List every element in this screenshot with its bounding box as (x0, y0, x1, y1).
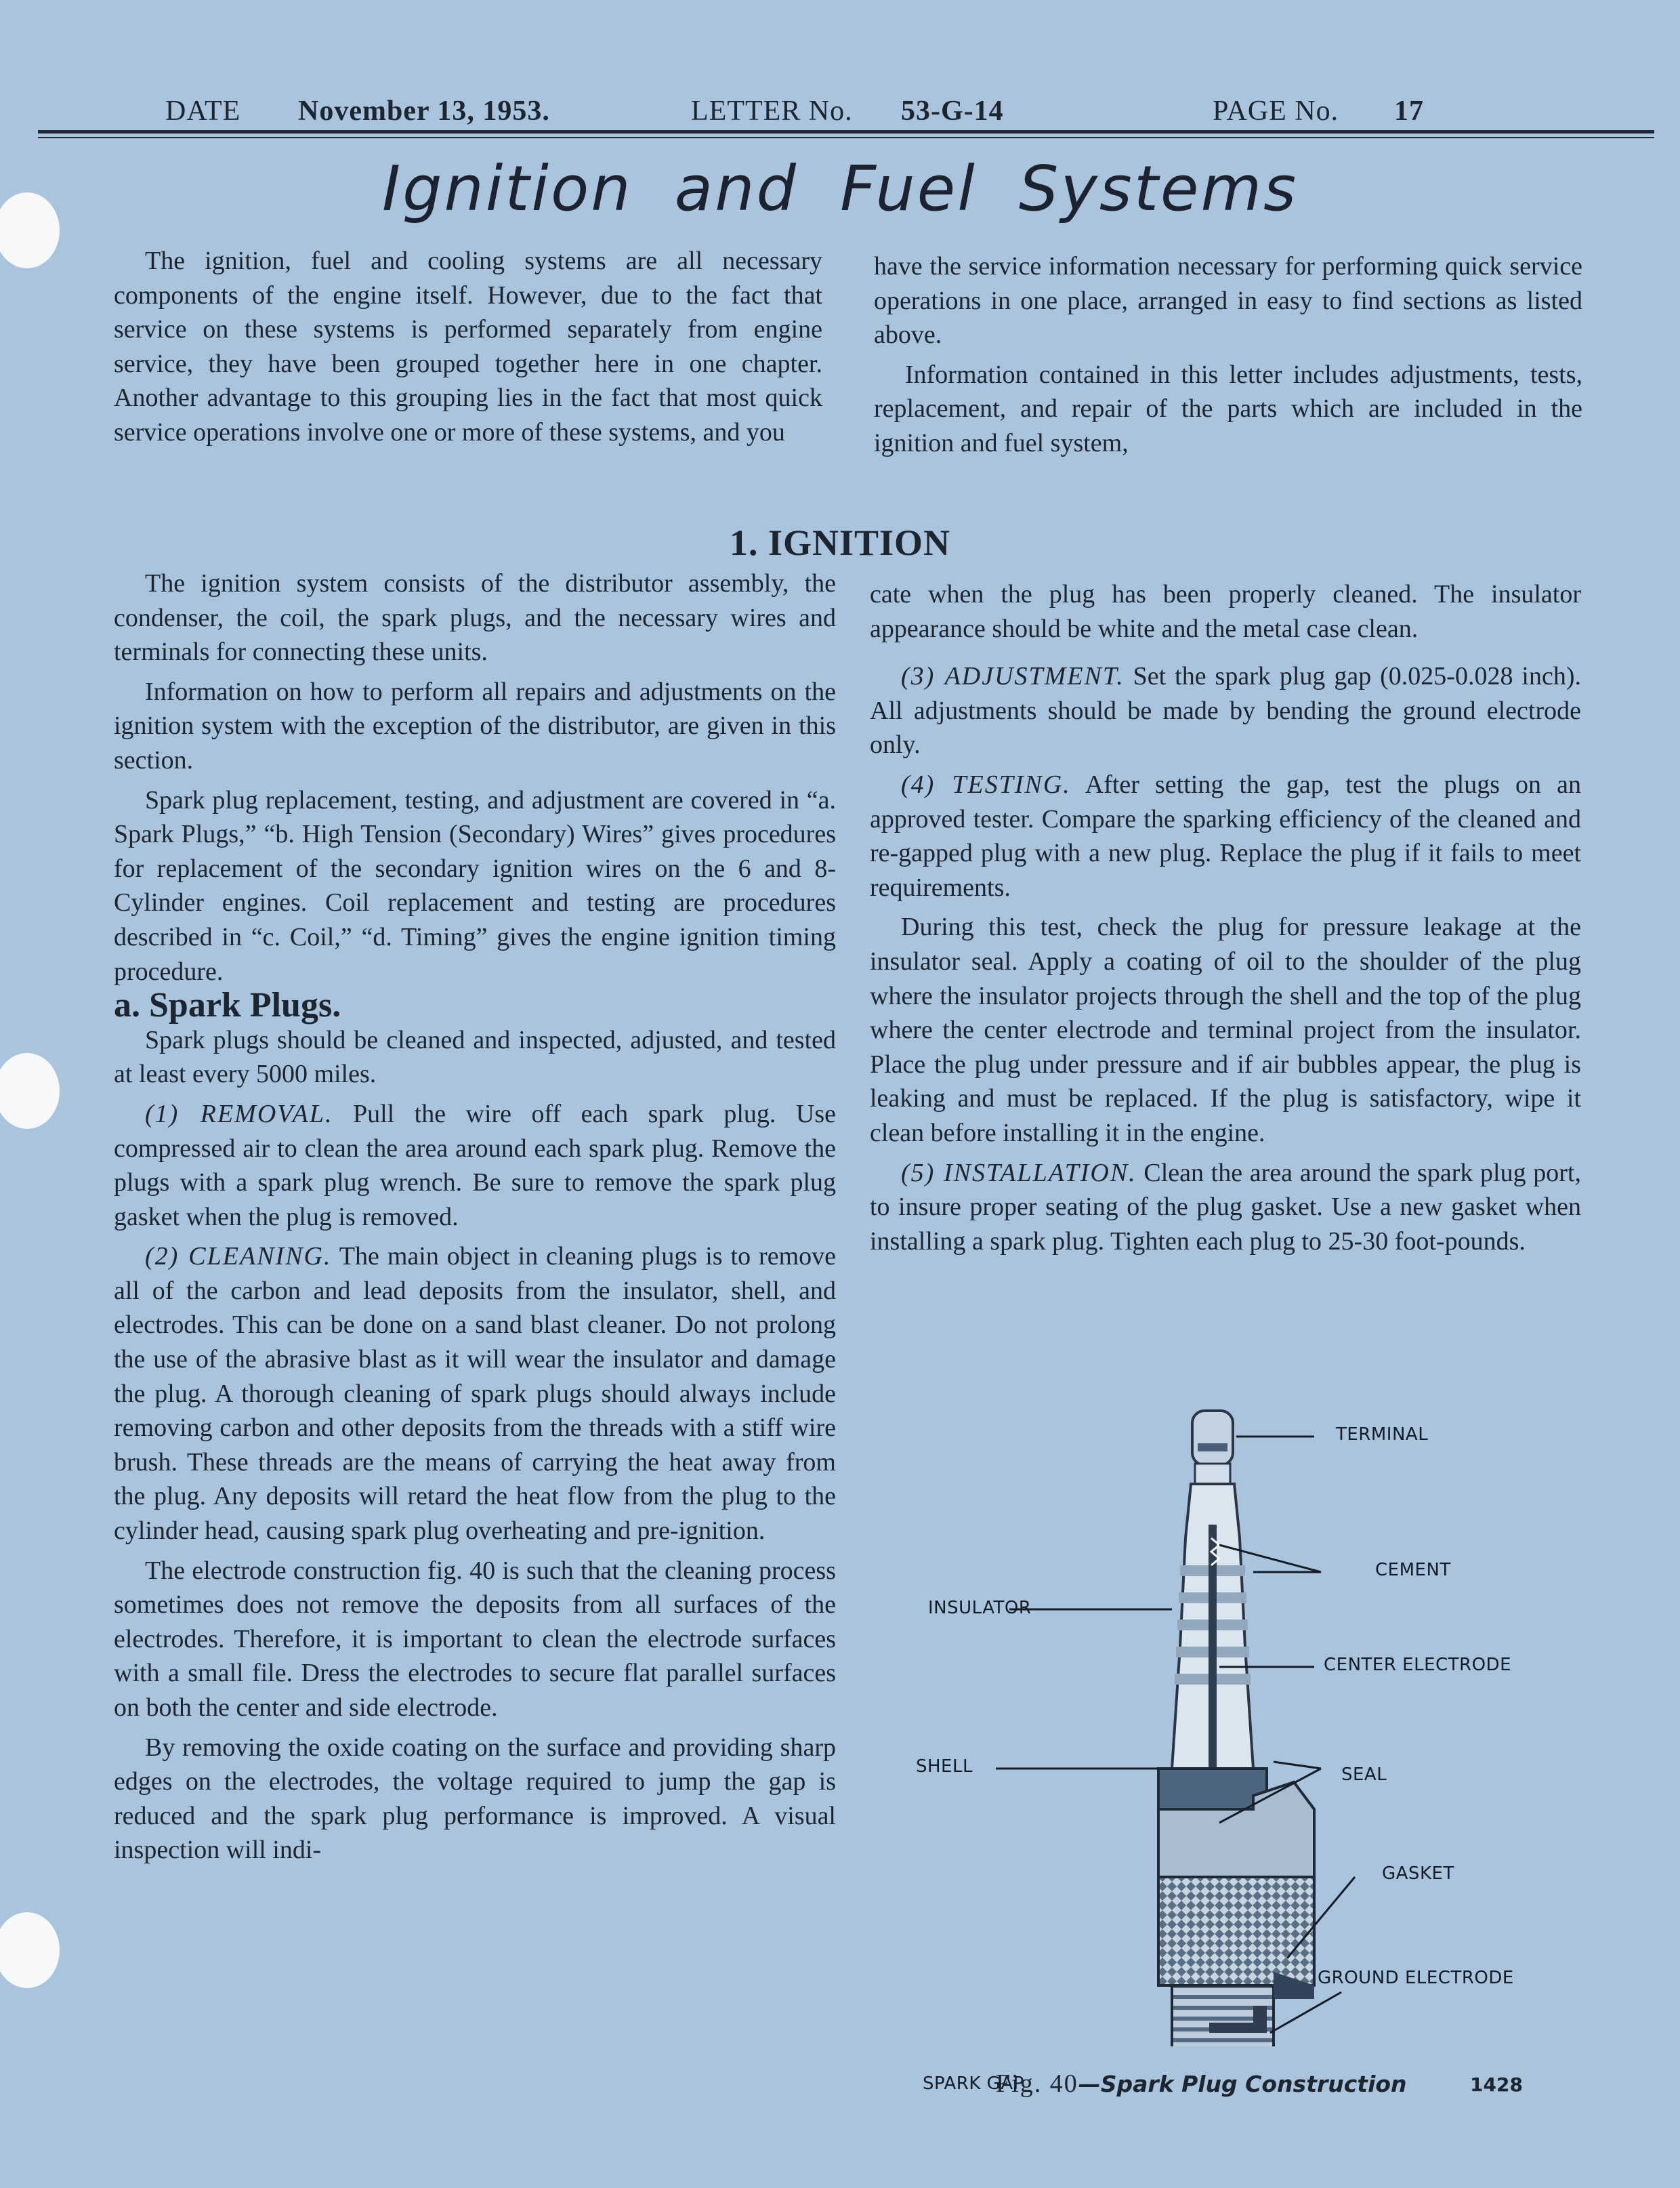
body-paragraph: Information on how to perform all repairs and adjustments on the ignition system with the exception of the distributor, are given in this section. (114, 677, 836, 775)
intro-right-column (874, 249, 1582, 461)
label-spark-gap: SPARK GAP (923, 2073, 1024, 2094)
cleaning-text: The main object in cleaning plugs is to remove all of the carbon and lead deposits from the insulator, shell, and electrodes. This can be done on a sand blast cleaner. Do not prolong the use of the abrasive blast as it will wear the insulator and damage the plug. A thorough cleaning of spark plugs should always include removing carbon and other deposits from the threads with a stiff wire brush. These threads are the means of carrying the heat away from the plug. Any deposits will retard the heat flow from the plug to the cylinder head, causing spark plug overheating and pre-ignition. (114, 1242, 837, 1546)
right-column (870, 577, 1581, 1258)
installation-heading: (5) INSTALLATION. (901, 1158, 1137, 1187)
caption-figure-label: Fig. 40 (996, 2069, 1078, 2098)
cleaning-paragraph (114, 1239, 836, 1548)
body-paragraph: The ignition system consists of the distributor assembly, the condenser, the coil, the spark plugs, and the necessary wires and terminals for connecting these units. (114, 569, 836, 667)
adjustment-text: Set the spark plug gap (0.025-0.028 inch). All adjustments should be made by bending the ground electrode only. (870, 662, 1581, 760)
installation-paragraph (870, 1156, 1581, 1259)
intro-paragraph-continued: have the service information necessary for performing quick service operations in one place, arranged in easy to find sections as listed above. (874, 252, 1582, 350)
removal-paragraph (114, 1097, 836, 1234)
label-terminal: TERMINAL (1336, 1424, 1429, 1445)
body-paragraph: During this test, check the plug for pressure leakage at the insulator seal. Apply a coating of oil to the shoulder of the plug where the insulator projects through the shell and the top of the plug where the center electrode and terminal project from the insulator. Place the plug under pressure and if air bubbles appear, the plug is leaking and must be replaced. If the plug is satisfactory, wipe it clean before installing it in the engine. (870, 913, 1581, 1147)
removal-heading: (1) REMOVAL. (145, 1099, 333, 1128)
intro-left-column (114, 244, 822, 450)
removal-text: Pull the wire off each spark plug. Use compressed air to clean the area around each spark plug. Remove the plugs with a spark plug wrench. Be sure to remove the spark plug gasket when the plug is removed. (114, 1099, 836, 1231)
figure-number: 1428 (1470, 2073, 1523, 2096)
adjustment-paragraph (870, 659, 1581, 762)
subsection-heading: a. Spark Plugs. (114, 986, 341, 1025)
label-shell: SHELL (916, 1756, 973, 1777)
label-insulator: INSULATOR (928, 1598, 1032, 1618)
caption-title: —Spark Plug Construction (1078, 2071, 1407, 2097)
body-paragraph-continued: cate when the plug has been properly cleaned. The insulator appearance should be white and the metal case clean. (870, 580, 1581, 643)
body-paragraph: The electrode construction fig. 40 is such that the cleaning process sometimes does not remove the deposits from all surfaces of the electrodes. Therefore, it is important to clean the electrode surfaces with a small file. Dress the electrodes to secure flat parallel surfaces on both the center and side electrode. (114, 1556, 836, 1722)
punch-hole (0, 1912, 60, 1988)
label-center-electrode: CENTER ELECTRODE (1324, 1655, 1512, 1675)
testing-heading: (4) TESTING. (901, 770, 1071, 799)
testing-text: After setting the gap, test the plugs on an approved tester. Compare the sparking efficiency of the cleaned and re-gapped plug with a new plug. Replace the plug if it fails to meet requirements. (870, 770, 1581, 902)
page-title: Ignition and Fuel Systems (381, 152, 1299, 225)
letter-header (41, 88, 1646, 129)
label-ground-electrode: GROUND ELECTRODE (1318, 1968, 1514, 1988)
label-cement: CEMENT (1375, 1560, 1451, 1580)
intro-paragraph: The ignition, fuel and cooling systems are all necessary components of the engine itself. However, due to the fact that service on these systems is performed separately from engine service, they have been grouped together here in one chapter. Another advantage to this grouping lies in the fact that most quick service operations involve one or more of these systems, and you (114, 247, 822, 447)
punch-hole (0, 1053, 60, 1129)
body-paragraph: Spark plugs should be cleaned and inspected, adjusted, and tested at least every 5000 miles. (114, 1025, 836, 1089)
page-number: 17 (1394, 96, 1424, 127)
letter-label: LETTER No. (691, 96, 853, 127)
date-label: DATE (165, 96, 241, 127)
cleaning-heading: (2) CLEANING. (145, 1242, 332, 1271)
intro-paragraph: Information contained in this letter includes adjustments, tests, replacement, and repair of the parts which are included in the ignition and fuel system, (874, 360, 1582, 457)
adjustment-heading: (3) ADJUSTMENT. (901, 662, 1125, 691)
figure-caption (996, 2068, 1407, 2099)
body-paragraph: By removing the oxide coating on the surface and providing sharp edges on the electrodes, the voltage required to jump the gap is reduced and the spark plug performance is improved. A visual inspection will indi- (114, 1733, 836, 1865)
date-value: November 13, 1953. (298, 96, 550, 127)
left-column (114, 566, 836, 1867)
label-gasket: GASKET (1382, 1863, 1454, 1884)
body-paragraph: Spark plug replacement, testing, and adjustment are covered in “a. Spark Plugs,” “b. High Tension (Secondary) Wires” gives procedures for replacement of the secondary ignition wires on the 6 and 8-Cylinder engines. Coil replacement and testing are procedures described in “c. Coil,” “d. Timing” gives the engine ignition timing procedure. (114, 785, 836, 986)
spark-plug-diagram (935, 1403, 1545, 2046)
page-label: PAGE No. (1213, 96, 1339, 127)
shell-part (1158, 1769, 1314, 2046)
label-seal: SEAL (1341, 1764, 1387, 1785)
header-rule (38, 130, 1654, 133)
section-heading: 1. IGNITION (729, 522, 951, 563)
installation-text: Clean the area around the spark plug port, to insure proper seating of the plug gasket. Use a new gasket when installing a spark plug. Tighten each plug to 25-30 foot-pounds. (870, 1158, 1581, 1256)
header-rule-thin (38, 137, 1654, 138)
terminal-part (1192, 1411, 1233, 1484)
testing-paragraph (870, 768, 1581, 905)
letter-number: 53-G-14 (901, 96, 1004, 127)
